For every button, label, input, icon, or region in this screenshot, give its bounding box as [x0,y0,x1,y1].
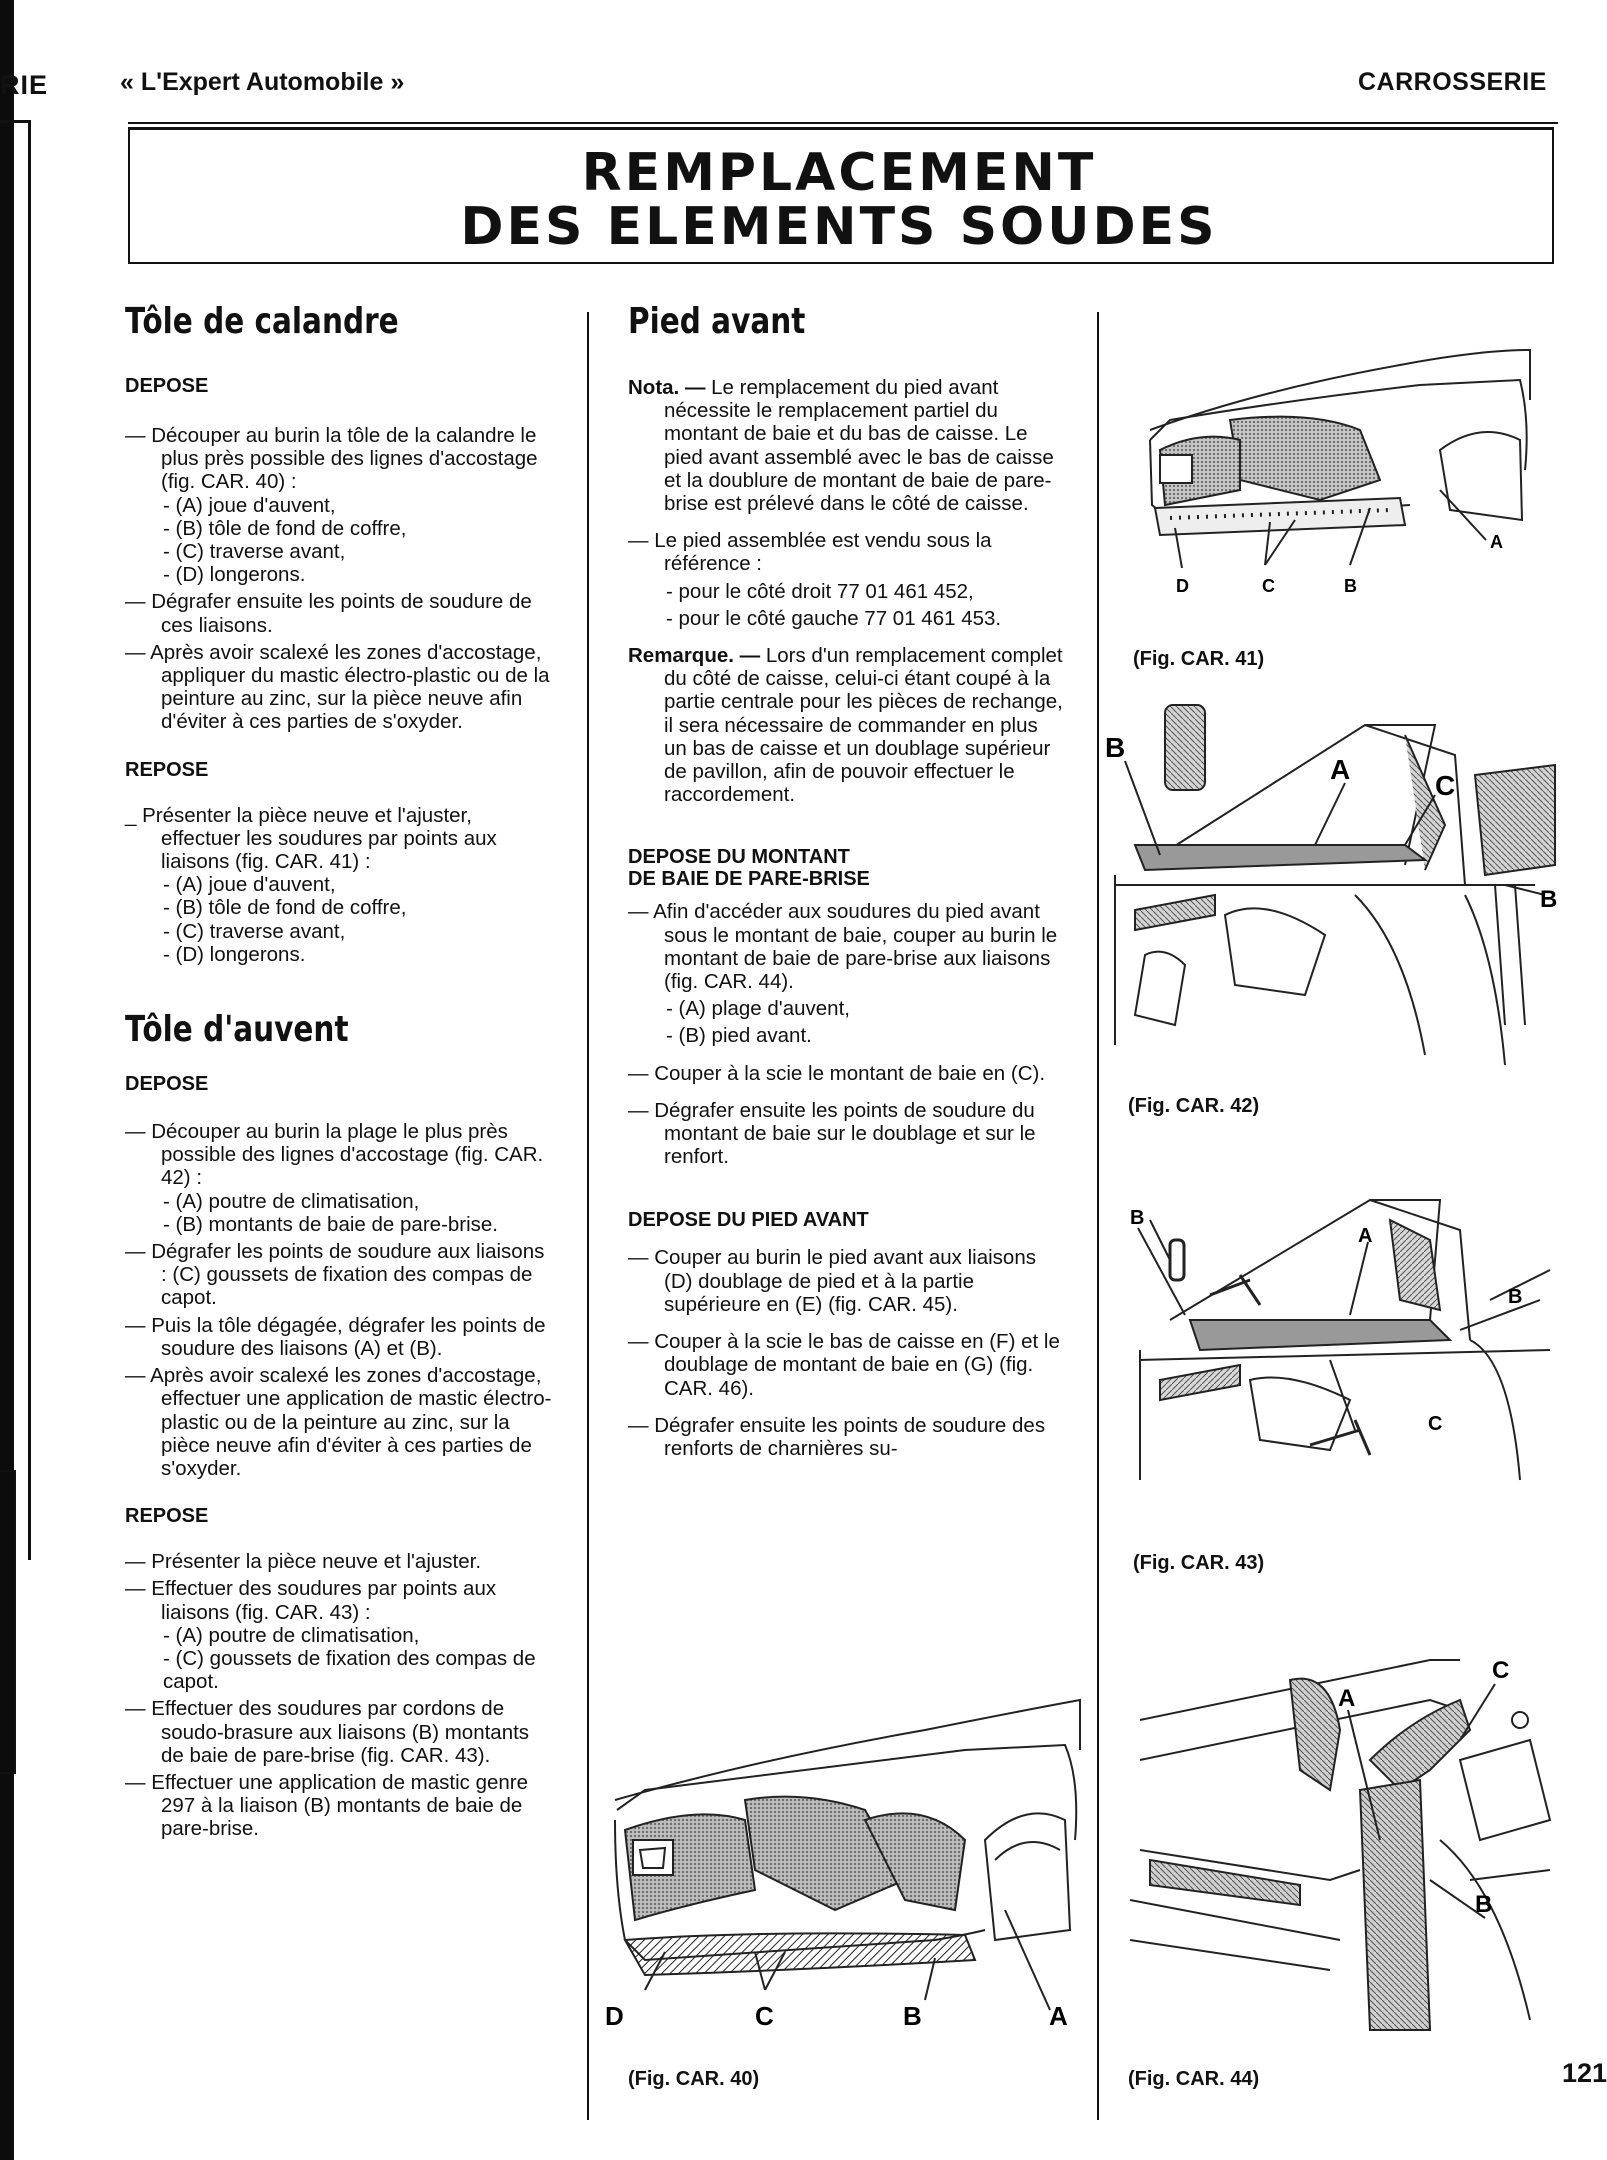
subheading-depose: DEPOSE [125,375,209,397]
paragraph: — Dégrafer ensuite les points de soudure de ces liaisons. [125,590,532,637]
subheading-depose-pied: DEPOSE DU PIED AVANT [628,1209,869,1232]
caption-fig41: (Fig. CAR. 41) [1133,648,1265,670]
subheading-line: DEPOSE DU MONTANT [628,846,850,869]
remarque-paragraph [628,644,1063,806]
sub-list [125,1624,555,1694]
paragraph: — Effectuer une application de mastic genre 297 à la liaison (B) montants de baie de pare-brise. [125,1770,529,1841]
sub-list [125,873,555,966]
sub-list [125,494,555,587]
subheading-repose: REPOSE [125,1505,209,1528]
caption-fig40: (Fig. CAR. 40) [628,2068,760,2090]
page-title [128,143,1550,257]
list-item: - (D) longerons. [163,942,306,966]
sub-list [628,997,1063,1047]
list-item: - (B) montants de baie de pare-brise. [163,1212,498,1236]
sub-list [125,1190,555,1236]
figure-car-44 [1130,1640,1560,2030]
fig44-label-a: A [1338,1685,1356,1712]
caption-fig42: (Fig. CAR. 42) [1128,1095,1260,1117]
column-rule-1 [587,312,589,2120]
fig44-label-b: B [1475,1891,1493,1918]
fig42-label-b-right: B [1540,886,1558,913]
subheading-repose: REPOSE [125,758,209,781]
list-item: - (C) traverse avant, [163,919,346,943]
page-title-line1: REMPLACEMENT [581,143,1097,203]
title-top-rule [128,122,1558,124]
caption-fig44: (Fig. CAR. 44) [1128,2068,1260,2090]
nota-paragraph [628,376,1063,515]
fig41-label-a: A [1490,532,1503,552]
paragraph: — Couper à la scie le montant de baie en (C). [628,1061,1046,1085]
figure-car-42 [1105,695,1560,1075]
list-item: - (C) goussets de fixation des compas de capot. [163,1646,536,1694]
previous-page-rule [0,120,30,123]
paragraph: — Puis la tôle dégagée, dégrafer les points de soudure des liaisons (A) et (B). [125,1313,546,1360]
list-item: - (C) traverse avant, [163,540,346,564]
fig42-label-a: A [1330,754,1351,785]
list-item: - (B) tôle de fond de coffre, [163,896,407,920]
list-item: - (B) pied avant. [666,1024,812,1048]
previous-page-frame [0,1470,16,1774]
list-item: - (A) joue d'auvent, [163,493,336,517]
column-rule-2 [1097,312,1099,2120]
page-title-line2: DES ELEMENTS SOUDES [460,197,1218,257]
list-item: - (B) tôle de fond de coffre, [163,516,407,540]
running-head-right: CARROSSERIE [1358,68,1547,96]
caption-fig43: (Fig. CAR. 43) [1133,1552,1265,1574]
nota-label: Nota. — [628,376,706,399]
previous-page-running-head: RIE [0,70,49,100]
page-number: 121 [1562,2058,1607,2088]
column-2 [628,300,1063,1460]
sub-list [628,580,1063,630]
paragraph: — Dégrafer les points de soudure aux liaisons : (C) goussets de fixation des compas de capot. [125,1240,545,1310]
paragraph: — Couper au burin le pied avant aux liaisons (D) doublage de pied et à la partie supérieure en (E) (fig. CAR. 45). [628,1246,1036,1316]
paragraph: — Dégrafer ensuite les points de soudure du montant de baie sur le doublage et sur le renfort. [628,1098,1036,1169]
list-item: - (A) poutre de climatisation, [163,1189,420,1213]
paragraph: — Après avoir scalexé les zones d'accostage, appliquer du mastic électro-plastic ou de la peinture au zinc, sur la pièce neuve afin d'éviter à ces parties de s'oxyder. [125,640,550,734]
paragraph: — Le pied assemblée est vendu sous la référence : [628,529,992,576]
paragraph: — Effectuer des soudures par cordons de soudo-brasure aux liaisons (B) montants de baie de pare-brise (fig. CAR. 43). [125,1697,530,1767]
list-item: - pour le côté gauche 77 01 461 453. [666,606,1002,630]
section-heading-pied-avant: Pied avant [628,301,806,342]
column-1 [125,300,555,1841]
fig42-label-c: C [1435,770,1456,801]
paragraph: — Présenter la pièce neuve et l'ajuster. [125,1550,482,1574]
section-heading-tole-calandre: Tôle de calandre [125,301,399,342]
binding-shadow [0,0,14,2160]
list-item: - (A) poutre de climatisation, [163,1623,420,1647]
paragraph: — Effectuer des soudures par points aux liaisons (fig. CAR. 43) : [125,1577,497,1624]
paragraph: — Afin d'accéder aux soudures du pied avant sous le montant de baie, couper au burin le montant de baie de pare-brise aux liaisons (fig. CAR. 44). [628,900,1058,994]
list-item: - (D) longerons. [163,563,306,587]
fig40-label-c: C [755,2001,774,2031]
car-front-drawing [1150,350,1530,535]
paragraph: — Découper au burin la tôle de la calandre le plus près possible des lignes d'accostage (fig. CAR. 40) : [125,424,538,494]
list-item: - (A) plage d'auvent, [666,997,850,1021]
paragraph: _ Présenter la pièce neuve et l'ajuster, effectuer les soudures par points aux liaisons (fig. CAR. 41) : [125,803,497,874]
car-front-drawing [615,1700,1080,1975]
list-item: - pour le côté droit 77 01 461 452, [666,579,974,603]
figure-car-40 [605,1690,1085,2030]
subheading-depose-montant [628,846,1063,890]
paragraph: — Après avoir scalexé les zones d'accostage, effectuer une application de mastic électro-plastic ou de la peinture au zinc, sur la pièce neuve afin d'éviter à ces parties de s'oxyder. [125,1364,552,1480]
figure-car-43 [1130,1180,1560,1510]
fig40-label-d: D [605,2001,624,2031]
a-pillar-drawing [1130,1660,1550,2030]
subheading-depose: DEPOSE [125,1073,209,1096]
fig41-label-c: C [1262,576,1275,596]
fig41-label-d: D [1176,576,1189,596]
fig43-label-a: A [1358,1225,1373,1247]
paragraph: — Dégrafer ensuite les points de soudure des renforts de charnières su- [628,1413,1046,1460]
figure-car-41 [1140,340,1560,600]
fig43-label-b-right: B [1508,1286,1523,1308]
remarque-text: Lors d'un remplacement complet du côté de caisse, celui-ci étant coupé à la partie centrale pour les pièces de rechange, il sera nécessaire de commander en plus un bas de caisse et un doublage supérieur de pavillon, afin de pouvoir effectuer le raccordement. [664,644,1063,807]
running-head-left: « L'Expert Automobile » [120,68,405,96]
paragraph: — Couper à la scie le bas de caisse en (F) et le doublage de montant de baie en (G) (fig. CAR. 46). [628,1330,1060,1400]
section-heading-tole-auvent: Tôle d'auvent [125,1009,349,1051]
list-item: - (A) joue d'auvent, [163,873,336,897]
fig43-label-c: C [1428,1413,1443,1435]
fig41-label-b: B [1344,576,1357,596]
fig44-label-c: C [1492,1657,1510,1684]
subheading-line: DE BAIE DE PARE-BRISE [628,868,870,891]
fig40-label-a: A [1049,2001,1068,2031]
fig43-label-b-left: B [1130,1207,1145,1229]
fig40-label-b: B [903,2001,922,2031]
nota-text: Le remplacement du pied avant nécessite le remplacement partiel du montant de baie et du bas de caisse. Le pied avant assemblé avec le bas de caisse et la doublure de montant de baie de pare-brise est prélevé dans le côté de caisse. [664,376,1054,516]
paragraph: — Découper au burin la plage le plus près possible des lignes d'accostage (fig. CAR. 42) : [125,1120,544,1190]
remarque-label: Remarque. — [628,644,761,668]
previous-page-column-rule [28,120,31,1560]
windshield-area-drawing [1140,1200,1550,1480]
fig42-label-b-left: B [1105,732,1126,763]
